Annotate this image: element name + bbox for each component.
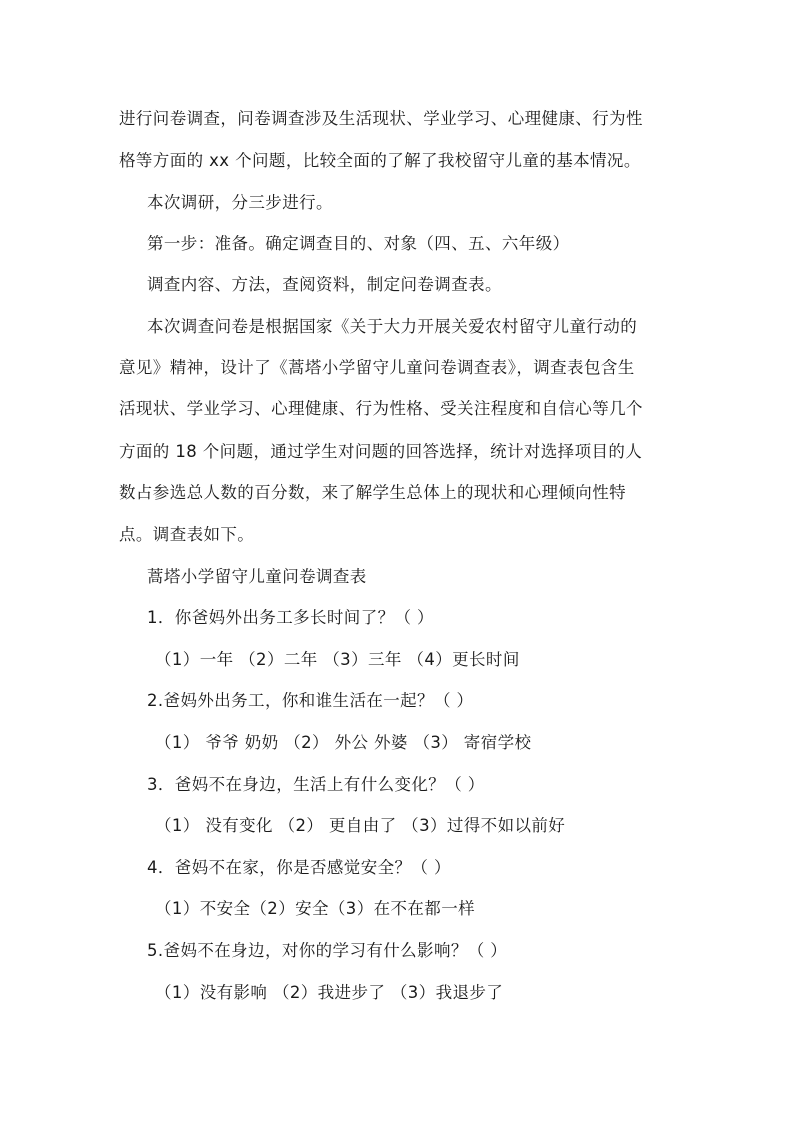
- step-one: 第一步：准备。确定调查目的、对象（四、五、六年级）: [147, 234, 570, 253]
- paragraph-1-line-1: 进行问卷调查，问卷调查涉及生活现状、学业学习、心理健康、行为性: [119, 109, 643, 128]
- question-4: 4．爸妈不在家，你是否感觉安全？（ ）: [147, 858, 451, 877]
- question-5: 5.爸妈不在身边，对你的学习有什么影响？（ ）: [147, 941, 508, 960]
- question-3: 3．爸妈不在身边，生活上有什么变化？（ ）: [147, 775, 485, 794]
- step-one-continued: 调查内容、方法，查阅资料，制定问卷调查表。: [147, 275, 502, 294]
- paragraph-1-line-2: 格等方面的 xx 个问题，比较全面的了解了我校留守儿童的基本情况。: [119, 151, 641, 170]
- question-2-options: （1） 爷爷 奶奶 （2） 外公 外婆 （3） 寄宿学校: [155, 733, 532, 752]
- paragraph-2-line-2: 意见》精神，设计了《蒿塔小学留守儿童问卷调查表》，调查表包含生: [119, 358, 635, 377]
- paragraph-2-line-4: 方面的 18 个问题，通过学生对问题的回答选择，统计对选择项目的人: [119, 442, 643, 461]
- question-1-options: （1）一年 （2）二年 （3）三年 （4）更长时间: [155, 650, 520, 669]
- survey-title: 蒿塔小学留守儿童问卷调查表: [147, 567, 367, 586]
- question-1: 1．你爸妈外出务工多长时间了？（ ）: [147, 608, 434, 627]
- question-5-options: （1）没有影响 （2）我进步了 （3）我退步了: [155, 983, 504, 1002]
- paragraph-2-line-5: 数占参选总人数的百分数，来了解学生总体上的现状和心理倾向性特: [119, 483, 626, 502]
- paragraph-2-line-6: 点。调查表如下。: [119, 525, 255, 544]
- step-intro: 本次调研，分三步进行。: [147, 193, 333, 212]
- question-2: 2.爸妈外出务工，你和谁生活在一起？（ ）: [147, 691, 474, 710]
- question-3-options: （1） 没有变化 （2） 更自由了 （3）过得不如以前好: [155, 816, 566, 835]
- paragraph-2-line-3: 活现状、学业学习、心理健康、行为性格、受关注程度和自信心等几个: [119, 399, 643, 418]
- paragraph-2-line-1: 本次调查问卷是根据国家《关于大力开展关爱农村留守儿童行动的: [147, 317, 638, 336]
- question-4-options: （1）不安全（2）安全（3）在不在都一样: [155, 899, 475, 918]
